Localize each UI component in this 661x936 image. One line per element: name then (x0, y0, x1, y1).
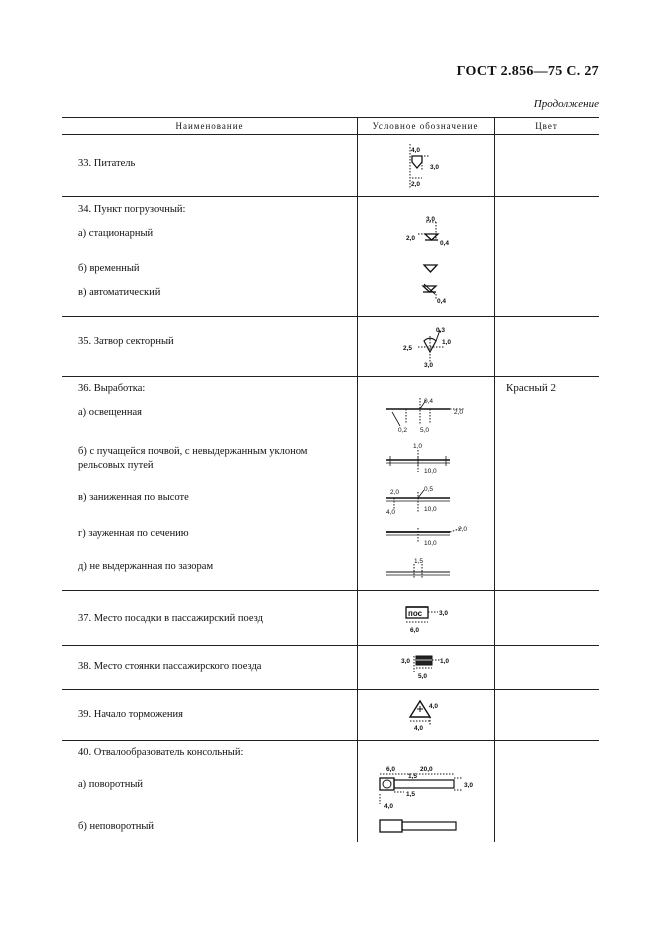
row-34-title: 34. Пункт погрузочный: (78, 204, 186, 215)
row-33-name: 33. Питатель (78, 158, 136, 169)
dim-label: 3,0 (464, 782, 474, 789)
dim-label: 1,5 (414, 558, 424, 565)
dim-label: 10,0 (424, 506, 437, 513)
dim-label: 0,2 (398, 427, 408, 434)
table-header-rule (62, 134, 599, 135)
dim-label: 2,0 (411, 181, 421, 188)
row-divider (62, 196, 599, 197)
column-header-symbol: Условное обозначение (372, 121, 479, 131)
dim-label: 6,0 (410, 627, 420, 634)
page-header: ГОСТ 2.856—75 С. 27 (456, 64, 599, 79)
row-40-title: 40. Отвалообразователь консольный: (78, 747, 244, 758)
dim-label: 1,0 (440, 658, 450, 665)
row-divider (62, 689, 599, 690)
lit-working-symbol (384, 394, 474, 436)
stationary-loading-point-symbol (400, 212, 460, 252)
dim-label: 2,0 (406, 235, 416, 242)
continuation-label: Продолжение (533, 98, 599, 110)
passenger-stop-symbol (398, 652, 458, 682)
row-36-item-a: а) освещенная (78, 407, 142, 418)
row-34-item-a: а) стационарный (78, 228, 154, 239)
column-header-color: Цвет (535, 121, 558, 131)
row-36-item-d: г) зауженная по сечению (78, 528, 189, 539)
row-38-name: 38. Место стоянки пассажирского поезда (78, 661, 262, 672)
dim-label: 1,5 (408, 773, 418, 780)
row-34-item-b: б) временный (78, 263, 140, 274)
row-36-item-c: в) заниженная по высоте (78, 492, 189, 503)
row-36-title: 36. Выработка: (78, 383, 146, 394)
dim-label: 3,0 (401, 658, 411, 665)
low-height-working-symbol (384, 484, 460, 520)
dim-label: 4,0 (386, 509, 396, 516)
row-34-item-c: в) автоматический (78, 287, 161, 298)
narrowed-working-symbol (384, 522, 474, 548)
row-35-name: 35. Затвор секторный (78, 336, 174, 347)
sector-gate-symbol (400, 324, 460, 370)
dim-label: 1,0 (413, 443, 423, 450)
table-top-rule (62, 117, 599, 118)
dim-label: 5,0 (420, 427, 430, 434)
dim-label: 4,0 (411, 147, 421, 154)
dim-label: 4,0 (414, 725, 424, 732)
row-divider (62, 590, 599, 591)
row-36-item-e: д) не выдержанная по зазорам (78, 561, 214, 572)
dim-label: 4,0 (429, 703, 439, 710)
dim-label: 0,4 (437, 298, 447, 305)
dim-label: 0,4 (424, 398, 434, 405)
feeder-symbol (400, 142, 450, 190)
row-36-color: Красный 2 (506, 382, 557, 394)
dim-label: 3,0 (430, 164, 440, 171)
dim-label: 1,5 (406, 791, 416, 798)
row-36-item-b: б) с пучащейся почвой, с невыдержанным уклоном рельсовых путей (78, 446, 308, 471)
dim-label: 10,0 (424, 468, 437, 475)
temporary-loading-point-symbol (420, 262, 440, 276)
dim-label: 0,4 (440, 240, 450, 247)
dim-label: 4,0 (384, 803, 394, 810)
row-divider (62, 316, 599, 317)
dim-label: 0,5 (424, 486, 434, 493)
row-39-name: 39. Начало торможения (78, 709, 183, 720)
dim-label: 10,0 (424, 540, 437, 547)
dim-label: 2,0 (458, 526, 468, 533)
dim-label: 2,5 (403, 345, 413, 352)
dim-label: 2,0 (390, 489, 400, 496)
braking-start-symbol (400, 697, 450, 735)
heaving-soil-working-symbol (384, 440, 454, 476)
row-37-name: 37. Место посадки в пассажирский поезд (78, 613, 263, 624)
dim-label: 3,0 (424, 362, 434, 369)
dim-label: 3,0 (426, 216, 436, 223)
dim-label: 3,0 (439, 610, 449, 617)
fixed-spreader-symbol (378, 818, 460, 836)
passenger-boarding-symbol (400, 602, 460, 638)
row-divider (62, 740, 599, 741)
rotary-spreader-symbol (374, 760, 480, 810)
column-divider (494, 117, 495, 842)
column-header-name: Наименование (175, 121, 244, 131)
dim-label: 0,3 (436, 327, 446, 334)
dim-label: 1,0 (442, 339, 452, 346)
row-divider (62, 645, 599, 646)
dim-label: 5,0 (418, 673, 428, 680)
dim-label: 20,0 (420, 766, 433, 773)
clearance-violation-working-symbol (384, 556, 454, 582)
dim-label: 2,0 (454, 409, 464, 416)
row-40-item-b: б) неповоротный (78, 821, 154, 832)
row-divider (62, 376, 599, 377)
automatic-loading-point-symbol (418, 282, 458, 306)
boarding-label: пос (408, 609, 423, 618)
row-40-item-a: а) поворотный (78, 779, 144, 790)
dim-label: 6,0 (386, 766, 396, 773)
column-divider (357, 117, 358, 842)
